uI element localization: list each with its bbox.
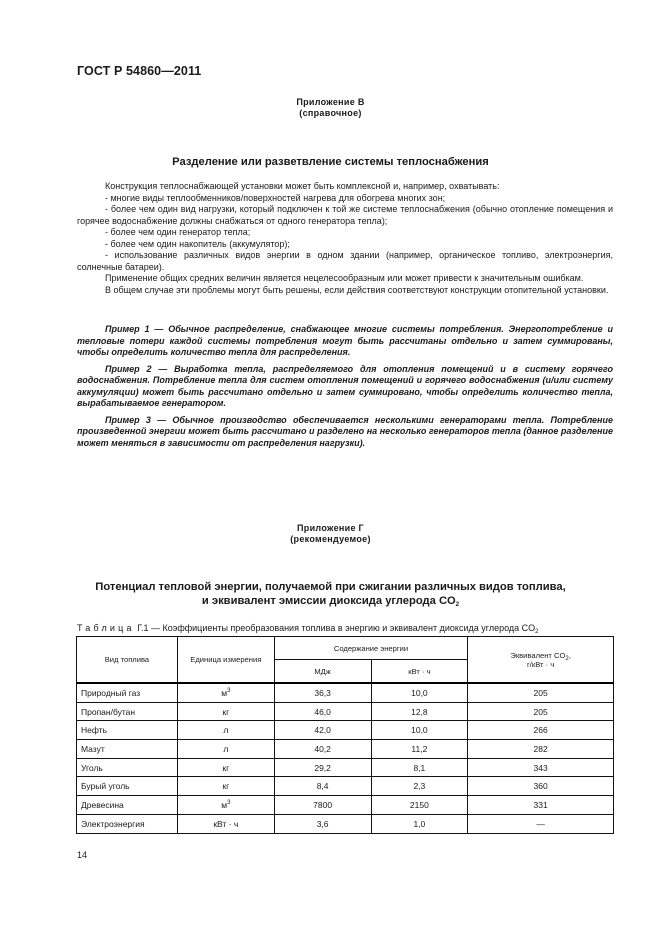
column-header-fuel-type: Вид топлива [77, 637, 178, 684]
page-number: 14 [77, 850, 88, 860]
column-header-kwh: кВт · ч [371, 660, 468, 684]
table-row [77, 702, 614, 721]
cell-kwh: 10,0 [371, 721, 468, 740]
appendix-b-title [0, 97, 661, 119]
table-row [77, 777, 614, 796]
unit-text: кг [222, 781, 230, 792]
example-3: Пример 3 — Обычное производство обеспечивается несколькими генераторами тепла. Потребление произведенной энергии может быть рассчитано и разделено на несколько генераторов тепла (данное разделение может меняться в зависимости от распределения нагрузки). [77, 414, 613, 448]
cell-co2: 266 [468, 721, 614, 740]
cell-mj: 40,2 [274, 740, 371, 759]
superscript: 3 [227, 799, 231, 806]
unit-text: кВт · ч [213, 818, 239, 829]
column-header-unit: Единица измерения [177, 637, 274, 684]
heading-line-2 [0, 594, 661, 608]
appendix-b-body [77, 181, 613, 296]
appendix-g-heading [0, 580, 661, 608]
column-header-energy-content: Содержание энергии [274, 637, 468, 660]
cell-unit [177, 814, 274, 833]
appendix-g-type: (рекомендуемое) [290, 534, 371, 544]
appendix-g-title [0, 523, 661, 545]
unit-text: м [221, 687, 228, 698]
cell-unit [177, 683, 274, 702]
document-header: ГОСТ Р 54860—2011 [77, 64, 202, 78]
cell-mj: 8,4 [274, 777, 371, 796]
unit-text: л [223, 743, 229, 754]
list-item: - более чем один накопитель (аккумулятор); [105, 238, 290, 249]
cell-unit [177, 758, 274, 777]
appendix-b-examples [77, 324, 613, 454]
cell-unit [177, 702, 274, 721]
list-item: - использование различных видов энергии в одном здании (например, органическое топливо, электроэнергия, солнечные батареи). [77, 250, 613, 272]
paragraph: В общем случае эти проблемы могут быть решены, если действия соответствуют конструкции отопительной установки. [105, 284, 609, 295]
cell-kwh: 10,0 [371, 683, 468, 702]
cell-co2: 205 [468, 702, 614, 721]
cell-fuel-type: Древесина [77, 796, 178, 815]
column-header-co2 [468, 637, 614, 684]
example-1: Пример 1 — Обычное распределение, снабжающее многие системы потребления. Энергопотребление и тепловые потери каждой системы потребления могут быть рассчитаны отдельно и затем суммированы, чтобы определить количество тепла для распределения. [77, 324, 613, 357]
cell-fuel-type: Уголь [77, 758, 178, 777]
list-item: - более чем один генератор тепла; [105, 227, 251, 237]
paragraph: Конструкция теплоснабжающей установки может быть комплексной и, например, охватывать: [105, 181, 500, 191]
cell-co2: 205 [468, 683, 614, 702]
cell-unit [177, 796, 274, 815]
cell-mj: 29,2 [274, 758, 371, 777]
cell-unit [177, 777, 274, 796]
cell-fuel-type: Бурый уголь [77, 777, 178, 796]
cell-mj: 7800 [274, 796, 371, 815]
table-row [77, 814, 614, 833]
cell-kwh: 8,1 [371, 758, 468, 777]
fuel-conversion-table [76, 636, 614, 834]
appendix-b-label: Приложение В [296, 97, 365, 107]
subscript: 2 [535, 629, 539, 635]
cell-co2: 282 [468, 740, 614, 759]
co2-header-text: Эквивалент CO [510, 650, 566, 660]
cell-mj: 42,0 [274, 721, 371, 740]
unit-text: кг [222, 762, 230, 773]
unit-text: кг [222, 706, 230, 717]
table-row [77, 758, 614, 777]
subscript: 2 [565, 655, 569, 662]
cell-mj: 46,0 [274, 702, 371, 721]
heading-line-2-text: и эквивалент эмиссии диоксида углерода CO [201, 595, 456, 607]
cell-co2: 331 [468, 796, 614, 815]
appendix-b-heading: Разделение или разветвление системы теплоснабжения [172, 156, 489, 168]
example-2: Пример 2 — Выработка тепла, распределяемого для отопления помещений и в систему горячего водоснабжения. Потребление тепла для систем отопления помещений и горячего водоснабжения (и/или систему аккумуляции) может быть рассчитано отдельно и затем суммировано, чтобы определить количество тепла, вырабатываемое генератором. [77, 363, 613, 408]
cell-co2: 343 [468, 758, 614, 777]
cell-mj: 3,6 [274, 814, 371, 833]
table-body [77, 683, 614, 833]
cell-fuel-type: Пропан/бутан [77, 702, 178, 721]
cell-kwh: 1,0 [371, 814, 468, 833]
appendix-g-label: Приложение Г [297, 523, 364, 533]
column-header-mj: МДж [274, 660, 371, 684]
table-row [77, 740, 614, 759]
table-caption-text: Г.1 — Коэффициенты преобразования топлива в энергию и эквивалент диоксида углерода CO [134, 623, 536, 633]
co2-header-unit: г/кВт · ч [527, 659, 555, 669]
cell-unit [177, 721, 274, 740]
cell-fuel-type: Нефть [77, 721, 178, 740]
unit-text: л [223, 725, 229, 736]
table-caption-label: Таблица [77, 623, 135, 633]
table-row [77, 683, 614, 702]
heading-line-1: Потенциал тепловой энергии, получаемой при сжигании различных видов топлива, [95, 581, 566, 593]
cell-fuel-type: Природный газ [77, 683, 178, 702]
appendix-b-type: (справочное) [299, 108, 362, 118]
cell-fuel-type: Электроэнергия [77, 814, 178, 833]
unit-text: м [221, 799, 228, 810]
table-caption [77, 623, 617, 633]
cell-kwh: 2150 [371, 796, 468, 815]
list-item: - более чем один вид нагрузки, который подключен к той же системе теплоснабжения (обычно отопление помещения и горячее водоснабжение должны снабжаться от одного генератора тепла); [77, 204, 613, 226]
cell-kwh: 12,8 [371, 702, 468, 721]
cell-co2: 360 [468, 777, 614, 796]
cell-unit [177, 740, 274, 759]
subscript: 2 [455, 602, 460, 608]
paragraph: Применение общих средних величин является нецелесообразным или может привести к значительным ошибкам. [105, 273, 584, 283]
table-row [77, 721, 614, 740]
cell-kwh: 2,3 [371, 777, 468, 796]
cell-mj: 36,3 [274, 683, 371, 702]
cell-kwh: 11,2 [371, 740, 468, 759]
list-item: - многие виды теплообменников/поверхностей нагрева для обогрева многих зон; [105, 192, 446, 203]
cell-co2: — [468, 814, 614, 833]
table-row [77, 796, 614, 815]
co2-header-comma: , [568, 650, 571, 660]
superscript: 3 [227, 687, 231, 694]
cell-fuel-type: Мазут [77, 740, 178, 759]
